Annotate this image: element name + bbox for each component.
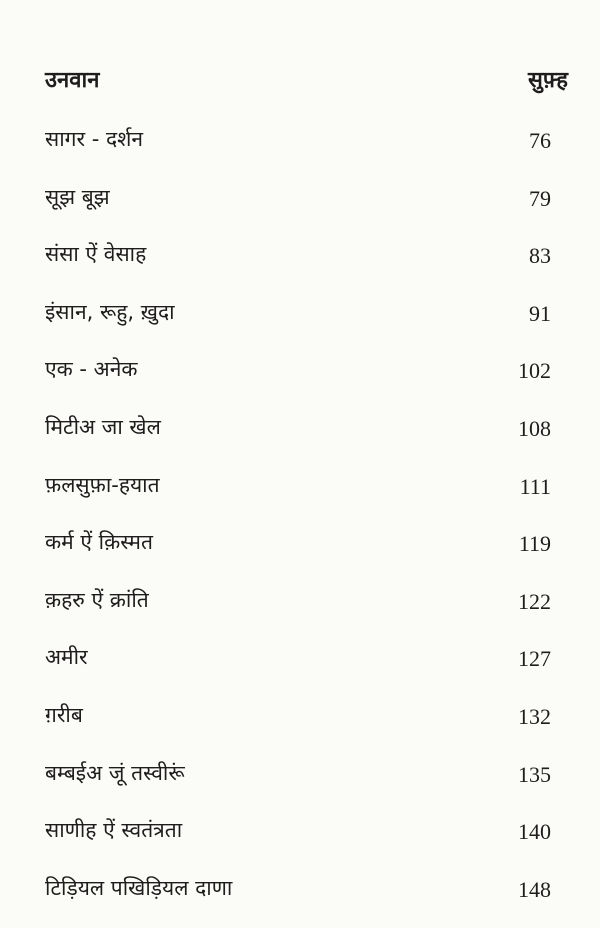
entry-title: संसा ऐं वेसाह <box>45 242 147 267</box>
entry-title: अमीर <box>45 645 88 670</box>
contents-entry <box>45 525 551 583</box>
contents-entry <box>45 871 551 928</box>
contents-entry <box>45 583 551 641</box>
page-column-heading: सुफ़्ह <box>527 68 568 93</box>
contents-entry <box>45 122 551 180</box>
entry-page-number: 111 <box>519 473 551 499</box>
contents-entry <box>45 180 551 238</box>
entry-title: साणीह ऐं स्वतंत्रता <box>45 818 183 843</box>
entry-title: ग़रीब <box>45 702 83 727</box>
contents-entry <box>45 698 551 756</box>
entry-page-number: 122 <box>518 588 551 614</box>
entry-title: सागर - दर्शन <box>45 127 144 151</box>
entry-page-number: 102 <box>518 358 551 384</box>
contents-entry <box>45 468 551 526</box>
entry-page-number: 135 <box>518 761 551 787</box>
entry-title: कर्म ऐं क़िस्मत <box>45 530 153 555</box>
entry-title: इंसान, रूहु, ख़ुदा <box>45 299 175 324</box>
entry-page-number: 140 <box>518 819 551 845</box>
title-column-heading: उनवान <box>45 68 100 93</box>
entry-title: फ़लसुफ़ा-हयात <box>45 472 160 497</box>
contents-entry <box>45 295 551 353</box>
contents-list <box>45 122 551 928</box>
contents-header <box>45 64 568 100</box>
contents-entry <box>45 756 551 814</box>
entry-page-number: 83 <box>529 243 551 269</box>
entry-title: एक - अनेक <box>45 357 138 382</box>
contents-entry <box>45 352 551 410</box>
entry-page-number: 79 <box>529 185 551 211</box>
entry-page-number: 91 <box>529 300 551 326</box>
contents-entry <box>45 410 551 468</box>
entry-page-number: 119 <box>518 531 551 557</box>
contents-entry <box>45 813 551 871</box>
entry-title: सूझ बूझ <box>45 184 110 209</box>
entry-page-number: 132 <box>518 703 551 729</box>
entry-title: बम्बईअ जूं तस्वीरूं <box>45 760 185 785</box>
contents-entry <box>45 640 551 698</box>
entry-page-number: 76 <box>529 128 551 153</box>
entry-title: मिटीअ जा खेल <box>45 414 161 439</box>
entry-title: क़हरु ऐं क्रांति <box>45 587 149 612</box>
entry-page-number: 127 <box>518 646 551 672</box>
entry-page-number: 148 <box>518 876 551 902</box>
entry-title: टिड़ियल पखिड़ियल दाणा <box>45 875 233 900</box>
entry-page-number: 108 <box>518 415 551 441</box>
contents-entry <box>45 237 551 295</box>
